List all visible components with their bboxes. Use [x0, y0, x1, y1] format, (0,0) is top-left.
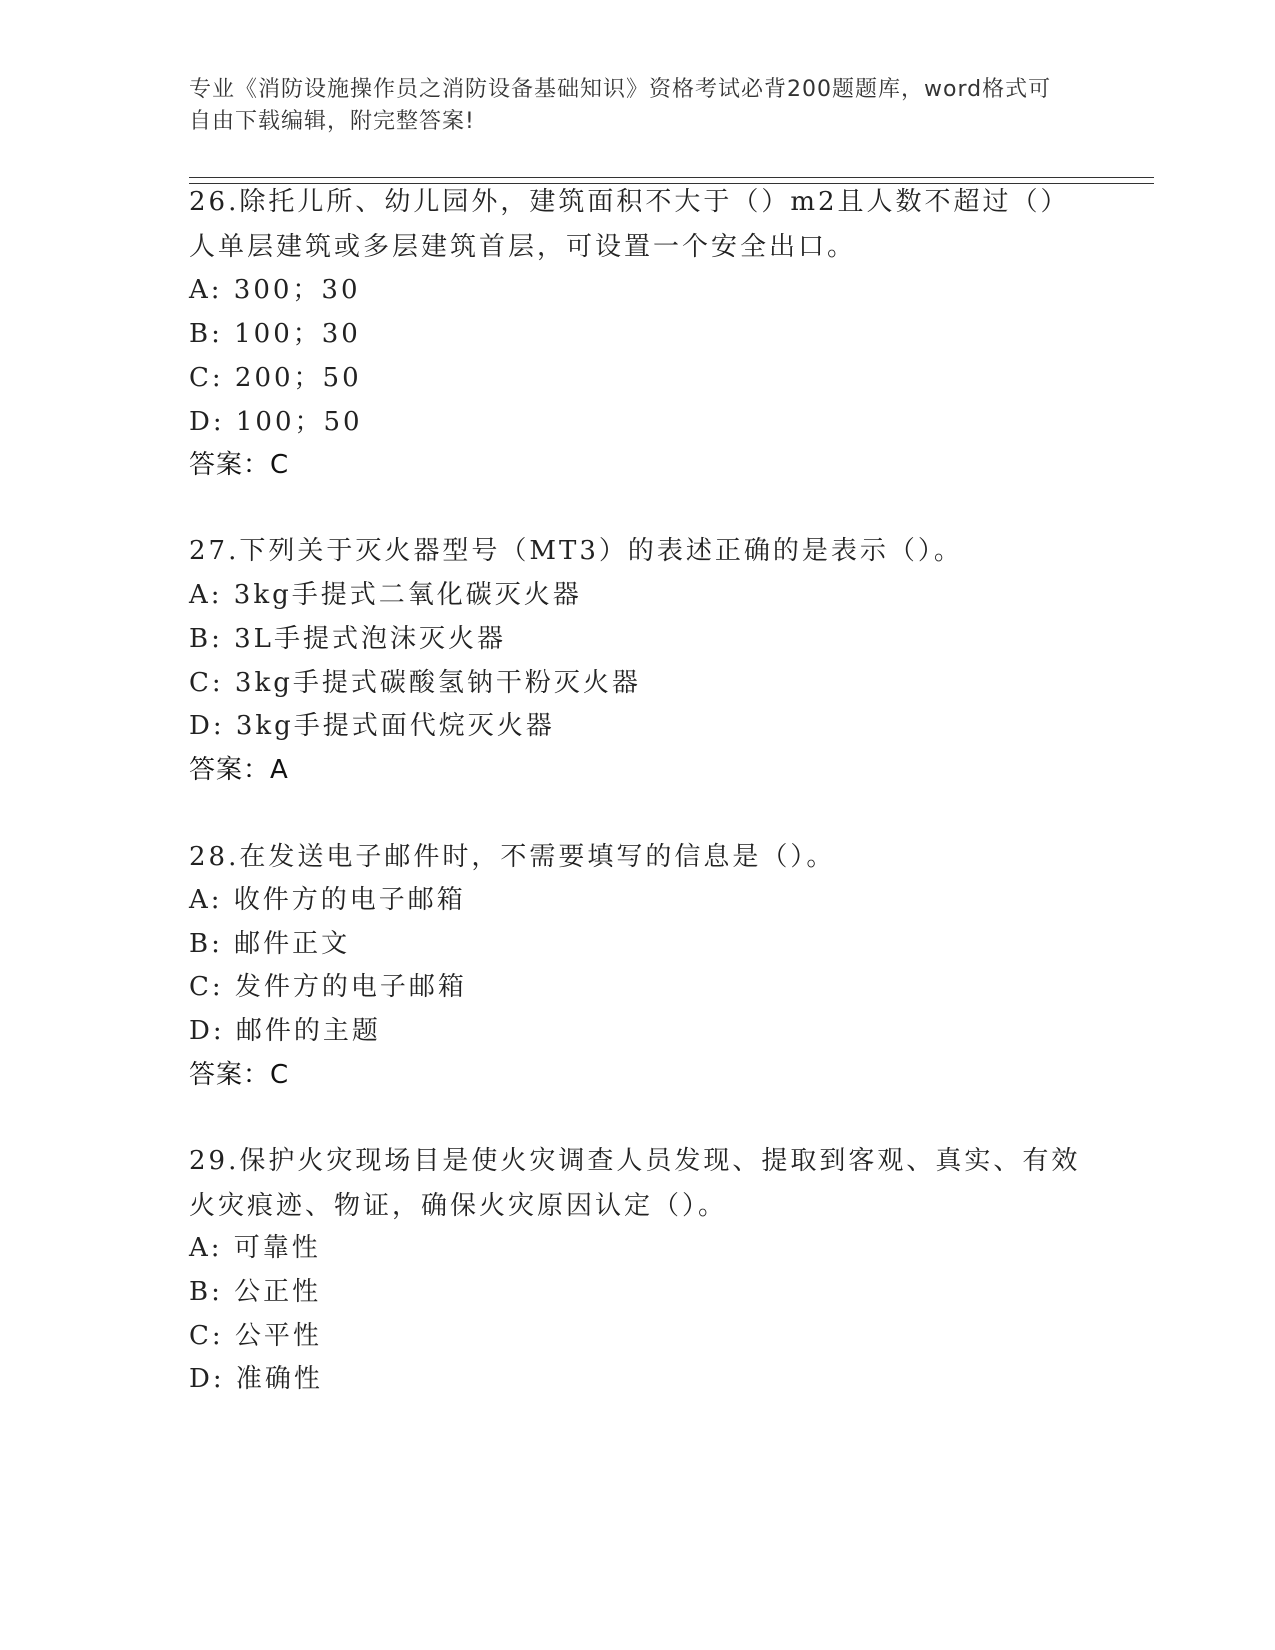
question-28-option-a: A: 收件方的电子邮箱 [189, 885, 466, 915]
question-29-text: 29.保护火灾现场目是使火灾调查人员发现、提取到客观、真实、有效火灾痕迹、物证，确保火灾原因认定（）。 [189, 1146, 1081, 1221]
question-27-answer: 答案：A [189, 755, 289, 785]
question-28-option-d: D: 邮件的主题 [189, 1016, 381, 1046]
question-26-option-b: B: 100；30 [189, 319, 361, 349]
question-28-answer: 答案：C [189, 1060, 290, 1090]
question-26-text: 26.除托儿所、幼儿园外，建筑面积不大于（）m2且人数不超过（）人单层建筑或多层建筑首层，可设置一个安全出口。 [189, 187, 1070, 262]
question-29-option-d: D: 准确性 [189, 1364, 323, 1394]
question-28-option-c: C: 发件方的电子邮箱 [189, 972, 467, 1002]
question-27-option-c: C: 3kg手提式碳酸氢钠干粉灭火器 [189, 668, 641, 698]
document-header: 专业《消防设施操作员之消防设备基础知识》资格考试必背200题题库，word格式可自由下载编辑，附完整答案! [189, 77, 1052, 134]
question-27-option-d: D: 3kg手提式面代烷灭火器 [189, 711, 555, 741]
question-29-option-c: C: 公平性 [189, 1321, 322, 1351]
question-27-option-b: B: 3L手提式泡沫灭火器 [189, 624, 506, 654]
question-26-option-d: D: 100；50 [189, 407, 363, 437]
question-29-option-b: B: 公正性 [189, 1277, 322, 1307]
question-27-text: 27.下列关于灭火器型号（MT3）的表述正确的是表示（）。 [189, 536, 963, 566]
question-26-answer: 答案：C [189, 450, 290, 480]
question-26-option-a: A: 300；30 [189, 275, 361, 305]
question-27-option-a: A: 3kg手提式二氧化碳灭火器 [189, 580, 582, 610]
question-26-option-c: C: 200；50 [189, 363, 362, 393]
header-rule-top [189, 177, 1154, 178]
question-29-option-a: A: 可靠性 [189, 1233, 321, 1263]
question-28-text: 28.在发送电子邮件时，不需要填写的信息是（）。 [189, 842, 836, 872]
question-28-option-b: B: 邮件正文 [189, 929, 351, 959]
